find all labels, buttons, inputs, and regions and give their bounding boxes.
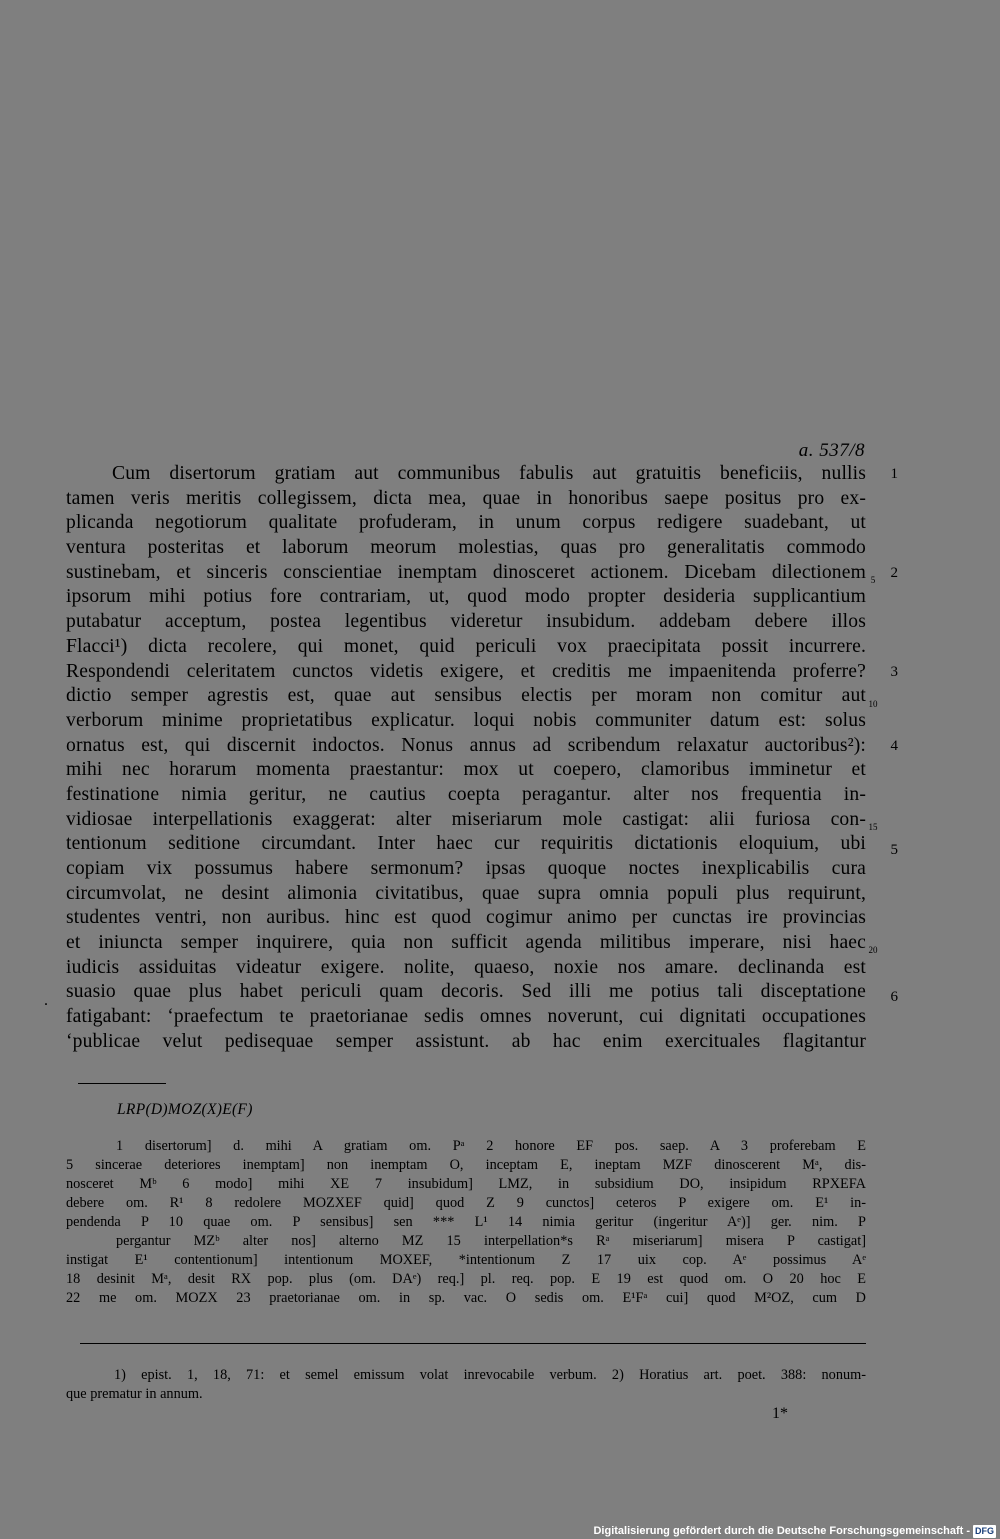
line-number: 15 [868,822,878,832]
apparatus-line: 1 disertorum] d. mihi A gratiam om. Pᵃ 2 honore EF pos. saep. A 3 proferebam E [116,1138,866,1154]
text-line: Cum disertorum gratiam aut communibus fabulis aut gratuitis beneficiis, nullis [112,463,866,484]
text-line: ‘publicae velut pedisequae semper assistunt. ab hac enim exercituales flagitantur [66,1030,866,1052]
text-line: iudicis assiduitas videatur exigere. nolite, quaeso, noxie nos amare. declinanda est [66,956,866,978]
section-number: 1 [890,466,898,482]
text-line: vidiosae interpellationis exaggerat: alter miseriarum mole castigat: alii furiosa con- [66,808,866,830]
apparatus-line: instigat E¹ contentionum] intentionum MOXEF, *intentionum Z 17 uix cop. Aᵉ possimus Aᵉ [66,1252,866,1268]
dfg-logo-icon: DFG [975,1525,994,1536]
text-line: fatigabant: ‘praefectum te praetorianae sedis omnes noverunt, cui dignitati occupationes [66,1006,866,1028]
footnote-line: que prematur in annum. [66,1386,203,1402]
apparatus-line: 5 sincerae deteriores inemptam] non inemptam O, inceptam E, ineptam MZF dinoscerent Mᵃ, dis- [66,1157,866,1173]
banner-text: Digitalisierung gefördert durch die Deutsche Forschungsgemeinschaft - [593,1525,970,1537]
text-line: plicanda negotiorum qualitate profuderam, in unum corpus redigere suadebant, ut [66,512,866,534]
text-line: dictio semper agrestis est, quae aut sensibus electis per moram non comitur aut [66,685,866,707]
text-line: et iniuncta semper inquirere, quia non sufficit agenda militibus imperare, nisi haec [66,932,866,954]
section-number: 2 [890,565,898,581]
margin-dot: . [44,992,48,1009]
text-line: tamen veris meritis collegissem, dicta mea, quae in honoribus saepe positus pro ex- [66,487,866,509]
text-line: ventura posteritas et laborum meorum molestias, quas pro generalitatis commodo [66,537,866,559]
text-line: ornatus est, qui discernit indoctos. Nonus annus ad scribendum relaxatur auctoribus²): [66,734,866,756]
text-line: sustinebam, et sinceris conscientiae inemptam dinosceret actionem. Dicebam dilectionem [66,561,866,583]
text-line: studentes ventri, non auribus. hinc est quod cogimur animo per cunctas ire provincias [66,907,866,929]
text-line: putabatur acceptum, postea legentibus videretur insubidum. addebam debere illos [66,611,866,633]
section-number: 5 [890,842,898,858]
line-number: 20 [868,945,878,955]
divider [80,1343,866,1344]
text-line: copiam vix possumus habere sermonum? ipsas quoque noctes inexplicabilis cura [66,858,866,879]
apparatus-line: nosceret Mᵇ 6 modo] mihi XE 7 insubidum] LMZ, in subsidium DO, insipidum RPXEFA [66,1176,866,1192]
text-line: suasio quae plus habet periculi quam decoris. Sed illi me potius tali disceptatione [66,981,866,1003]
digitization-banner [593,1523,1000,1539]
section-number: 3 [890,664,898,680]
section-number: 6 [890,989,898,1005]
footnote-line: 1) epist. 1, 18, 71: et semel emissum volat inrevocabile verbum. 2) Horatius art. poet. 388: nonum- [114,1367,866,1383]
line-number: 10 [868,699,878,709]
section-number: 4 [890,738,898,754]
apparatus-line: pendenda P 10 quae om. P sensibus] sen *** L¹ 14 nimia geritur (ingeritur Aᵉ)] ger. nim. P [66,1214,866,1230]
text-line: circumvolat, ne desint alimonia civitatibus, quae supra omnia populi plus requirunt, [66,882,866,904]
line-number: 5 [870,575,876,585]
text-line: Respondendi celeritatem cunctos videtis exigere, et creditis me impaenitenda proferre? [66,660,866,682]
critical-apparatus [66,1137,866,1308]
divider [78,1083,166,1084]
apparatus-line: pergantur MZᵇ alter nos] alterno MZ 15 interpellation*s Rᵃ miseriarum] misera P castigat] [116,1233,866,1249]
text-line: Flacci¹) dicta recolere, qui monet, quid periculi vox praecipitata possit incurrere. [66,635,866,657]
page-reference: a. 537/8 [798,440,865,461]
main-text [66,462,866,1055]
footnotes [66,1366,866,1404]
text-line: festinatione nimia geritur, ne cautius coepta peragantur. alter nos frequentia in- [66,783,866,805]
text-line: mihi nec horarum momenta praestantur: mox ut coepero, clamoribus imminetur et [66,759,866,781]
signature-mark: 1* [772,1405,788,1422]
text-line: verborum minime proprietatibus explicatur. loqui nobis communiter datum est: solus [66,709,866,731]
apparatus-line: 18 desinit Mᵃ, desit RX pop. plus (om. DAᵉ) req.] pl. req. pop. E 19 est quod om. O 20 hoc E [66,1271,866,1287]
text-line: tentionum seditione circumdant. Inter haec cur requiritis dictationis eloquium, ubi [66,833,866,855]
apparatus-line: 22 me om. MOZX 23 praetorianae om. in sp. vac. O sedis om. E¹Fᵃ cui] quod M²OZ, cum D [66,1290,866,1306]
apparatus-line: debere om. R¹ 8 redolere MOZXEF quid] quod Z 9 cunctos] ceteros P exigere om. E¹ in- [66,1195,866,1211]
text-line: ipsorum mihi potius fore contrariam, ut, quod modo propter desideria supplicantium [66,586,866,608]
manuscript-sigla: LRP(D)MOZ(X)E(F) [117,1101,253,1118]
